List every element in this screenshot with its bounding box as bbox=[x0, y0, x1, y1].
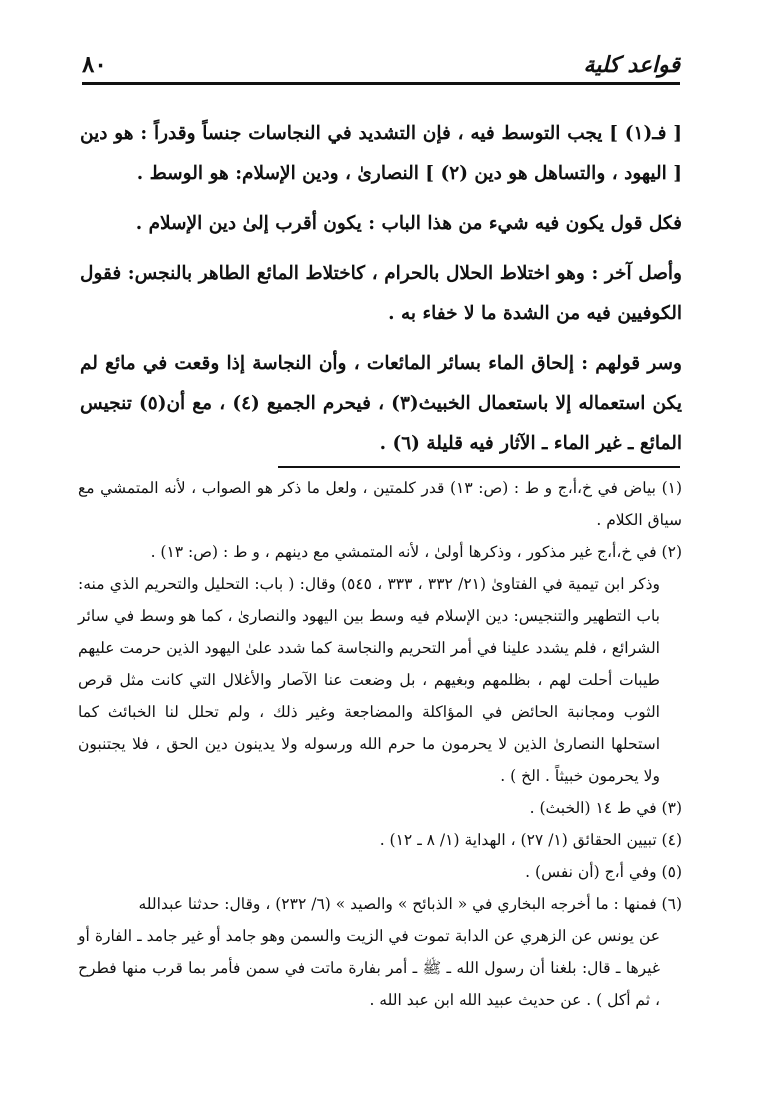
footnote-6: (٦) فمنها : ما أخرجه البخاري في « الذبائح » والصيد » (٦/ ٢٣٢) ، وقال: حدثنا عبدالله bbox=[138, 895, 682, 913]
footnote-divider bbox=[278, 466, 680, 468]
footnote-1: (١) بياض في خ،أ،ج و ط : (ص: ١٣) قدر كلمتين ، ولعل ما ذكر هو الصواب ، لأنه المتمشي مع سياق الكلام . bbox=[78, 479, 683, 529]
main-text bbox=[80, 114, 682, 474]
paragraph: فكل قول يكون فيه شيء من هذا الباب : يكون أقرب إلىٰ دين الإسلام . bbox=[135, 213, 682, 234]
footnote-4: (٤) تبيين الحقائق (١/ ٢٧) ، الهداية (١/ ٨ ـ ١٢) . bbox=[379, 831, 682, 849]
running-title: قواعد كلية bbox=[583, 52, 680, 78]
footnote-2-continuation: وذكر ابن تيمية في الفتاوىٰ (٢١/ ٣٣٢ ، ٣٣٣ ، ٥٤٥) وقال: ( باب: التحليل والتحريم الذي منه: باب التطهير والتنجيس: دين الإسلام فيه وسط بين اليهود والنصارىٰ ، كما هو وسط في سائر الشرائع ، فلم يشدد علينا في أمر التحريم والنجاسة كما شدد علىٰ اليهود الذين حرمت عليهم طيبات أحلت لهم ، بظلمهم وبغيهم ، بل وضعت عنا الآصار والأغلال التي كانت مثل قرص الثوب ومجانبة الحائض في المؤاكلة والمضاجعة وغير ذلك ، ولم تحلل لنا الخبائث كما استحلها النصارىٰ الذين لا يحرمون ما حرم الله ورسوله ولا يدينون دين الحق ، فلا يجتنبون ولا يحرمون خبيثاً . الخ ) . bbox=[78, 575, 661, 785]
footnote-3: (٣) في ط ١٤ (الخبث) . bbox=[529, 799, 682, 817]
footnote-5: (٥) وفي أ،ج (أن نفس) . bbox=[525, 863, 682, 881]
footnote-2: (٢) في خ،أ،ج غير مذكور ، وذكرها أولىٰ ، لأنه المتمشي مع دينهم ، و ط : (ص: ١٣) . bbox=[150, 543, 682, 561]
footnote-6-continuation: عن يونس عن الزهري عن الدابة تموت في الزيت والسمن وهو جامد أو غير جامد ـ الفارة أو غيرها ـ قال: بلغنا أن رسول الله ـ ﷺ ـ أمر بفارة ماتت في سمن فأمر بما قرب منها فطرح ، ثم أكل ) . عن حديث عبيد الله ابن عبد الله . bbox=[78, 927, 660, 1009]
paragraph: وأصل آخر : وهو اختلاط الحلال بالحرام ، كاختلاط المائع الطاهر بالنجس: فقول الكوفيين فيه من الشدة ما لا خفاء به . bbox=[80, 263, 682, 324]
footnotes bbox=[78, 472, 682, 1016]
running-header bbox=[82, 44, 680, 85]
paragraph: [ فـ(١) ] يجب التوسط فيه ، فإن التشديد في النجاسات جنساً وقدراً : هو دين [ اليهود ، والتساهل هو دين (٢) ] النصارىٰ ، ودين الإسلام: هو الوسط . bbox=[80, 123, 682, 184]
paragraph: وسر قولهم : إلحاق الماء بسائر المائعات ، وأن النجاسة إذا وقعت في مائع لم يكن استعماله إلا باستعمال الخبيث(٣) ، فيحرم الجميع (٤) ، مع أن(٥) تنجيس المائع ـ غير الماء ـ الآثار فيه قليلة (٦) . bbox=[80, 353, 682, 454]
page-number: ٨٠ bbox=[82, 51, 107, 78]
